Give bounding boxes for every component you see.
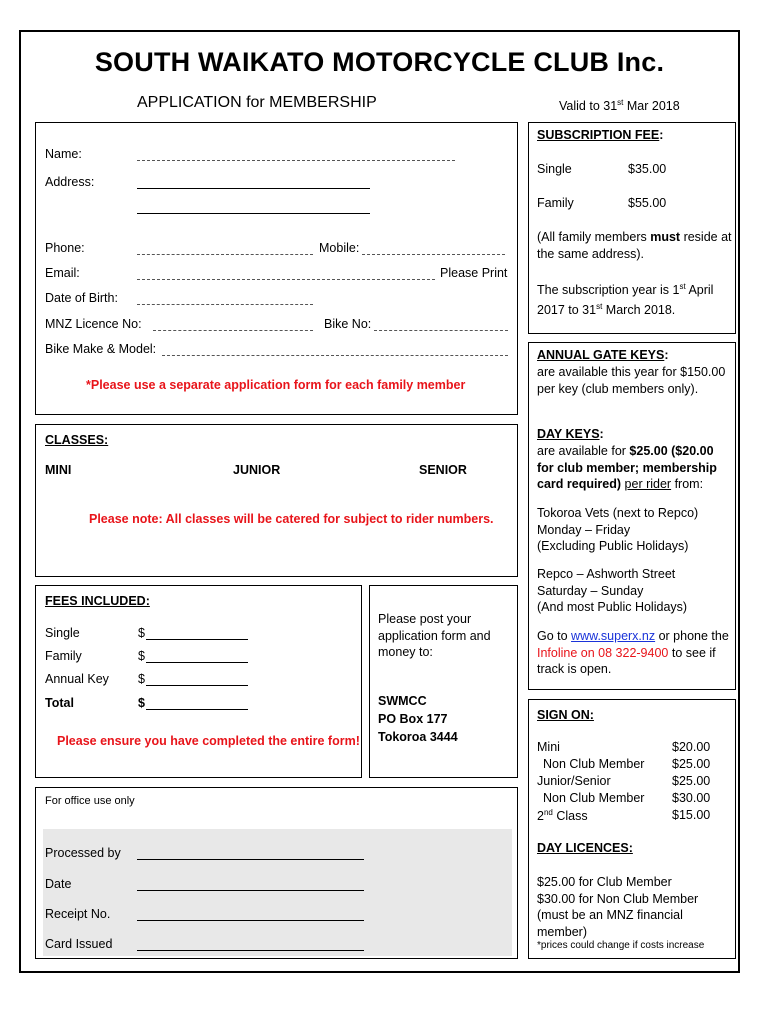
email-label: Email:: [45, 266, 80, 280]
subscription-heading: SUBSCRIPTION FEE:: [537, 128, 664, 142]
sign-on-heading: SIGN ON:: [537, 708, 594, 722]
fee-family-field[interactable]: [146, 662, 248, 663]
fee-single-field[interactable]: [146, 639, 248, 640]
track-info-text: Go to www.superx.nz or phone the Infoline on 08 322-9400 to see if track is open.: [537, 629, 729, 676]
subscription-section: [528, 122, 736, 334]
form-page: [19, 30, 740, 973]
fee-family-label: Family: [45, 649, 82, 663]
sub-single-label: Single: [537, 162, 572, 176]
fee-total-field[interactable]: [146, 709, 248, 710]
class-senior[interactable]: SENIOR: [419, 463, 467, 477]
phone-label: Phone:: [45, 241, 85, 255]
processed-by-label: Processed by: [45, 846, 121, 860]
mnz-licence-label: MNZ Licence No:: [45, 317, 142, 331]
post-address-line-1: SWMCC: [378, 694, 427, 708]
address-field-1[interactable]: [137, 188, 370, 189]
form-subtitle: APPLICATION for MEMBERSHIP: [137, 94, 377, 111]
subscription-year-note: The subscription year is 1st April 2017 to 31st March 2018.: [537, 282, 714, 317]
fees-section: [35, 585, 362, 778]
classes-heading: CLASSES:: [45, 433, 109, 447]
sign-on-mini-nonclub-value: $25.00: [672, 757, 711, 771]
gate-keys-heading: ANNUAL GATE KEYS:: [537, 348, 669, 362]
sign-on-section: [528, 699, 736, 959]
day-keys-location-2: Repco – Ashworth Street Saturday – Sunday (And most Public Holidays): [537, 567, 688, 614]
sub-family-value: $55.00: [628, 196, 667, 210]
class-mini[interactable]: MINI: [45, 463, 72, 477]
mobile-label: Mobile:: [319, 241, 360, 255]
form-title: SOUTH WAIKATO MOTORCYCLE CLUB Inc.: [94, 47, 665, 77]
sign-on-junior-senior-value: $25.00: [672, 774, 711, 788]
dob-label: Date of Birth:: [45, 291, 118, 305]
post-address-line-2: PO Box 177: [378, 712, 448, 726]
address-label: Address:: [45, 175, 95, 189]
family-member-note: *Please use a separate application form for each family member: [86, 378, 466, 392]
card-issued-field[interactable]: [137, 950, 364, 951]
office-use-heading: For office use only: [45, 795, 135, 807]
receipt-no-label: Receipt No.: [45, 907, 111, 921]
family-reside-note: (All family members must reside at the same address).: [537, 230, 732, 261]
address-field-2[interactable]: [137, 213, 370, 214]
fee-total-label: Total: [45, 696, 74, 710]
fee-annual-key-field[interactable]: [146, 685, 248, 686]
day-licences-text: $25.00 for Club Member $30.00 for Non Club Member: [537, 875, 699, 906]
name-label: Name:: [45, 147, 82, 161]
bike-no-field[interactable]: [374, 330, 508, 331]
fee-total-dollar: $: [138, 696, 145, 710]
fee-single-dollar: $: [138, 626, 145, 640]
sign-on-junior-senior-nonclub-value: $30.00: [672, 791, 711, 805]
sign-on-junior-senior-nonclub-label: Non Club Member: [543, 791, 645, 805]
superx-link[interactable]: www.superx.nz: [571, 629, 656, 643]
fee-family-dollar: $: [138, 649, 145, 663]
dob-field[interactable]: [137, 304, 313, 305]
day-keys-heading: DAY KEYS:: [537, 427, 604, 441]
sign-on-mini-label: Mini: [537, 740, 560, 754]
classes-note: Please note: All classes will be catered for subject to rider numbers.: [89, 512, 494, 526]
name-field[interactable]: [137, 160, 455, 161]
fee-annual-key-dollar: $: [138, 672, 145, 686]
receipt-no-field[interactable]: [137, 920, 364, 921]
post-instructions: Please post your application form and money to:: [378, 612, 491, 659]
post-section: [369, 585, 518, 778]
bike-no-label: Bike No:: [324, 317, 372, 331]
mnz-licence-field[interactable]: [153, 330, 313, 331]
office-use-section: [35, 787, 518, 959]
sign-on-second-class-label: 2nd Class: [537, 808, 588, 824]
email-field[interactable]: [137, 279, 435, 280]
bike-make-label: Bike Make & Model:: [45, 342, 157, 356]
gate-keys-text: are available this year for $150.00 per key (club members only).: [537, 365, 726, 396]
valid-date: Valid to 31st Mar 2018: [559, 98, 680, 114]
class-junior[interactable]: JUNIOR: [233, 463, 281, 477]
sign-on-junior-senior-label: Junior/Senior: [537, 774, 611, 788]
office-date-field[interactable]: [137, 890, 364, 891]
day-licences-mnz-note: (must be an MNZ financial member): [537, 908, 683, 939]
infoline-phone: Infoline on 08 322-9400: [537, 645, 669, 660]
processed-by-field[interactable]: [137, 859, 364, 860]
please-print-note: Please Print: [440, 266, 508, 280]
card-issued-label: Card Issued: [45, 937, 113, 951]
mobile-field[interactable]: [362, 254, 505, 255]
complete-form-note: Please ensure you have completed the entire form!: [57, 734, 360, 748]
prices-footnote: *prices could change if costs increase: [537, 940, 705, 951]
sub-family-label: Family: [537, 196, 574, 210]
post-address-line-3: Tokoroa 3444: [378, 730, 458, 744]
sub-single-value: $35.00: [628, 162, 667, 176]
bike-make-field[interactable]: [162, 355, 508, 356]
fee-single-label: Single: [45, 626, 80, 640]
day-keys-location-1: Tokoroa Vets (next to Repco) Monday – Friday (Excluding Public Holidays): [537, 506, 699, 553]
fee-annual-key-label: Annual Key: [45, 672, 109, 686]
day-keys-text: are available for $25.00 ($20.00 for club member; membership card required) per rider from:: [537, 444, 717, 491]
day-licences-heading: DAY LICENCES:: [537, 841, 633, 855]
fees-heading: FEES INCLUDED:: [45, 594, 150, 608]
sign-on-second-class-value: $15.00: [672, 808, 711, 822]
classes-section: [35, 424, 518, 577]
keys-section: [528, 342, 736, 690]
phone-field[interactable]: [137, 254, 313, 255]
sign-on-mini-nonclub-label: Non Club Member: [543, 757, 645, 771]
sign-on-mini-value: $20.00: [672, 740, 711, 754]
applicant-section: [35, 122, 518, 415]
office-date-label: Date: [45, 877, 72, 891]
